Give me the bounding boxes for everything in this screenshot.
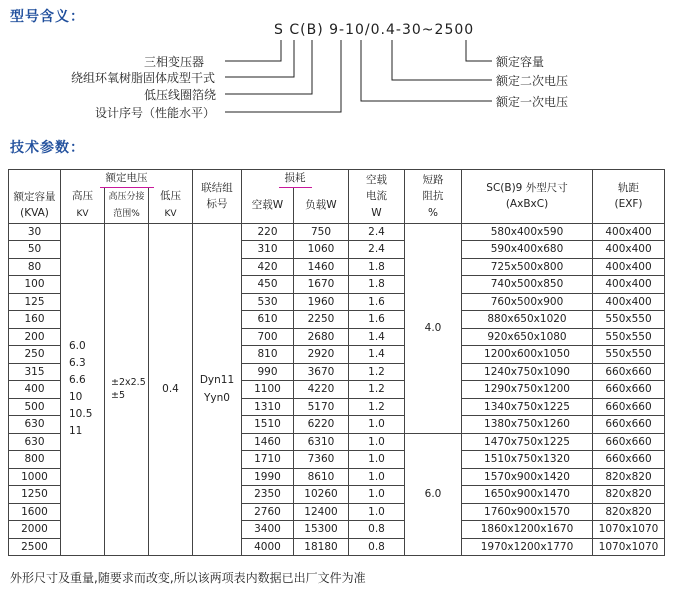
connection-value: Dyn11 <box>199 374 235 387</box>
cell-track: 820x820 <box>593 486 665 504</box>
cell-track: 660x660 <box>593 398 665 416</box>
hv-value: 11 <box>69 425 83 438</box>
model-code-tilde: ~ <box>421 22 435 38</box>
header-connection: 联结组 标号 <box>193 170 242 224</box>
cell-track: 820x820 <box>593 503 665 521</box>
cell-track: 550x550 <box>593 311 665 329</box>
section-title-model-meaning: 型号含义： <box>10 9 85 25</box>
cell-track: 660x660 <box>593 416 665 434</box>
cell-current: 1.4 <box>349 346 405 364</box>
cell-capacity: 50 <box>9 241 61 259</box>
cell-track: 660x660 <box>593 363 665 381</box>
cell-dimensions: 580x400x590 <box>462 223 593 241</box>
cell-capacity: 100 <box>9 276 61 294</box>
cell-noload-loss: 610 <box>242 311 294 329</box>
cell-current: 1.4 <box>349 328 405 346</box>
cell-current: 1.6 <box>349 311 405 329</box>
cell-hv-merged <box>61 223 105 556</box>
cell-current: 1.8 <box>349 276 405 294</box>
cell-track: 660x660 <box>593 381 665 399</box>
cell-dimensions: 1340x750x1225 <box>462 398 593 416</box>
model-code-b: (B) <box>300 22 324 38</box>
cell-dimensions: 1570x900x1420 <box>462 468 593 486</box>
cell-capacity: 315 <box>9 363 61 381</box>
cell-capacity: 30 <box>9 223 61 241</box>
cell-dimensions: 725x500x800 <box>462 258 593 276</box>
cell-impedance-b: 6.0 <box>405 433 462 556</box>
label-rated-secondary-voltage: 额定二次电压 <box>496 74 569 88</box>
cell-capacity: 500 <box>9 398 61 416</box>
model-code-dash2: - <box>395 22 402 38</box>
cell-tap-merged <box>105 223 149 556</box>
cell-load-loss: 2680 <box>294 328 349 346</box>
cell-dimensions: 1470x750x1225 <box>462 433 593 451</box>
section-title-tech-params: 技术参数： <box>10 140 85 156</box>
cell-capacity: 630 <box>9 433 61 451</box>
tap-value: ±5 <box>111 390 126 402</box>
cell-capacity: 160 <box>9 311 61 329</box>
cell-capacity: 1000 <box>9 468 61 486</box>
cell-dimensions: 1380x750x1260 <box>462 416 593 434</box>
spec-table <box>8 169 665 556</box>
cell-lv-merged: 0.4 <box>149 223 193 556</box>
cell-noload-loss: 310 <box>242 241 294 259</box>
cell-noload-loss: 1710 <box>242 451 294 469</box>
hv-value: 6.6 <box>69 374 86 387</box>
cell-noload-loss: 2760 <box>242 503 294 521</box>
model-code-c: C <box>289 22 301 38</box>
cell-capacity: 250 <box>9 346 61 364</box>
model-code-2500: 2500 <box>434 22 475 38</box>
cell-noload-loss: 4000 <box>242 538 294 556</box>
header-lv: 低压 KV <box>149 188 193 224</box>
cell-impedance-a: 4.0 <box>405 223 462 433</box>
header-impedance: 短路 阻抗 % <box>405 170 462 224</box>
cell-dimensions: 1200x600x1050 <box>462 346 593 364</box>
cell-track: 400x400 <box>593 258 665 276</box>
cell-capacity: 125 <box>9 293 61 311</box>
cell-track: 400x400 <box>593 293 665 311</box>
cell-dimensions: 880x650x1020 <box>462 311 593 329</box>
cell-connection-merged <box>193 223 242 556</box>
cell-capacity: 200 <box>9 328 61 346</box>
cell-noload-loss: 3400 <box>242 521 294 539</box>
cell-track: 400x400 <box>593 241 665 259</box>
hv-value: 10 <box>69 391 83 404</box>
cell-dimensions: 920x650x1080 <box>462 328 593 346</box>
cell-current: 1.0 <box>349 503 405 521</box>
model-code-30: 30 <box>401 22 422 38</box>
cell-current: 1.2 <box>349 363 405 381</box>
cell-load-loss: 7360 <box>294 451 349 469</box>
cell-track: 550x550 <box>593 346 665 364</box>
cell-load-loss: 15300 <box>294 521 349 539</box>
cell-noload-loss: 700 <box>242 328 294 346</box>
cell-current: 1.0 <box>349 468 405 486</box>
header-capacity: 额定容量 (KVA) <box>9 188 61 224</box>
header-rated-voltage: 额定电压 <box>61 170 193 188</box>
cell-current: 0.8 <box>349 538 405 556</box>
cell-dimensions: 1510x750x1320 <box>462 451 593 469</box>
label-rated-primary-voltage: 额定一次电压 <box>496 95 569 109</box>
cell-current: 1.0 <box>349 416 405 434</box>
cell-capacity: 2500 <box>9 538 61 556</box>
cell-capacity: 2000 <box>9 521 61 539</box>
cell-dimensions: 1760x900x1570 <box>462 503 593 521</box>
cell-current: 2.4 <box>349 241 405 259</box>
cell-current: 1.0 <box>349 486 405 504</box>
table-row <box>9 223 665 241</box>
cell-current: 1.6 <box>349 293 405 311</box>
hv-value: 6.0 <box>69 340 86 353</box>
cell-noload-loss: 1510 <box>242 416 294 434</box>
cell-current: 1.8 <box>349 258 405 276</box>
cell-current: 1.0 <box>349 433 405 451</box>
header-load-loss: 负载W <box>294 188 349 224</box>
cell-load-loss: 4220 <box>294 381 349 399</box>
cell-noload-loss: 1990 <box>242 468 294 486</box>
label-epoxy-dry: 绕组环氧树脂固体成型干式 <box>71 71 216 85</box>
cell-track: 820x820 <box>593 468 665 486</box>
cell-noload-loss: 990 <box>242 363 294 381</box>
cell-capacity: 80 <box>9 258 61 276</box>
header-track: 轨距 (EXF) <box>593 170 665 224</box>
cell-current: 1.0 <box>349 451 405 469</box>
cell-track: 660x660 <box>593 433 665 451</box>
cell-noload-loss: 810 <box>242 346 294 364</box>
tap-value: ±2x2.5 <box>111 377 146 389</box>
header-noload-loss: 空载W <box>242 188 294 224</box>
model-code-10: 10 <box>345 22 365 38</box>
header-loss: 损耗 <box>242 170 349 188</box>
cell-load-loss: 1960 <box>294 293 349 311</box>
cell-current: 1.2 <box>349 398 405 416</box>
cell-current: 1.2 <box>349 381 405 399</box>
header-tap: 高压分接 范围% <box>105 188 149 224</box>
cell-track: 550x550 <box>593 328 665 346</box>
footer-note: 外形尺寸及重量,随要求而改变,所以该两项表内数据已出厂文件为准 <box>10 571 366 585</box>
cell-track: 400x400 <box>593 223 665 241</box>
cell-dimensions: 1860x1200x1670 <box>462 521 593 539</box>
cell-track: 400x400 <box>593 276 665 294</box>
cell-noload-loss: 1460 <box>242 433 294 451</box>
cell-noload-loss: 1100 <box>242 381 294 399</box>
cell-load-loss: 1460 <box>294 258 349 276</box>
cell-dimensions: 760x500x900 <box>462 293 593 311</box>
cell-dimensions: 1240x750x1090 <box>462 363 593 381</box>
model-code-04: 0.4 <box>370 22 396 38</box>
cell-capacity: 630 <box>9 416 61 434</box>
cell-noload-loss: 220 <box>242 223 294 241</box>
cell-dimensions: 740x500x850 <box>462 276 593 294</box>
model-code-9: 9 <box>329 22 340 38</box>
cell-load-loss: 6220 <box>294 416 349 434</box>
connection-value: Yyn0 <box>204 392 230 405</box>
cell-current: 0.8 <box>349 521 405 539</box>
cell-load-loss: 18180 <box>294 538 349 556</box>
hv-value: 10.5 <box>69 408 93 421</box>
cell-track: 1070x1070 <box>593 538 665 556</box>
cell-dimensions: 1650x900x1470 <box>462 486 593 504</box>
cell-load-loss: 3670 <box>294 363 349 381</box>
label-foil-winding: 低压线圈箔绕 <box>144 88 217 102</box>
header-noload-current: 空载 电流 W <box>349 170 405 224</box>
header-hv: 高压 KV <box>61 188 105 224</box>
cell-load-loss: 2250 <box>294 311 349 329</box>
cell-track: 1070x1070 <box>593 521 665 539</box>
cell-track: 660x660 <box>593 451 665 469</box>
label-three-phase: 三相变压器 <box>144 55 205 69</box>
cell-dimensions: 590x400x680 <box>462 241 593 259</box>
cell-load-loss: 12400 <box>294 503 349 521</box>
cell-current: 2.4 <box>349 223 405 241</box>
cell-capacity: 800 <box>9 451 61 469</box>
header-dimensions: SC(B)9 外型尺寸 (AxBxC) <box>462 170 593 224</box>
label-design-serial: 设计序号（性能水平） <box>95 106 216 120</box>
cell-dimensions: 1970x1200x1770 <box>462 538 593 556</box>
cell-capacity: 1600 <box>9 503 61 521</box>
cell-load-loss: 5170 <box>294 398 349 416</box>
model-code-dash: - <box>339 22 346 38</box>
cell-capacity: 400 <box>9 381 61 399</box>
label-rated-capacity: 额定容量 <box>496 55 545 69</box>
spec-table-body <box>9 223 665 556</box>
cell-load-loss: 6310 <box>294 433 349 451</box>
cell-load-loss: 10260 <box>294 486 349 504</box>
hv-value: 6.3 <box>69 357 86 370</box>
model-code-s: S <box>274 22 284 38</box>
cell-load-loss: 750 <box>294 223 349 241</box>
cell-noload-loss: 2350 <box>242 486 294 504</box>
cell-dimensions: 1290x750x1200 <box>462 381 593 399</box>
cell-capacity: 1250 <box>9 486 61 504</box>
model-code-slash: / <box>364 22 371 38</box>
cell-noload-loss: 420 <box>242 258 294 276</box>
cell-load-loss: 2920 <box>294 346 349 364</box>
cell-noload-loss: 530 <box>242 293 294 311</box>
cell-load-loss: 1060 <box>294 241 349 259</box>
cell-noload-loss: 1310 <box>242 398 294 416</box>
cell-load-loss: 1670 <box>294 276 349 294</box>
cell-noload-loss: 450 <box>242 276 294 294</box>
cell-load-loss: 8610 <box>294 468 349 486</box>
